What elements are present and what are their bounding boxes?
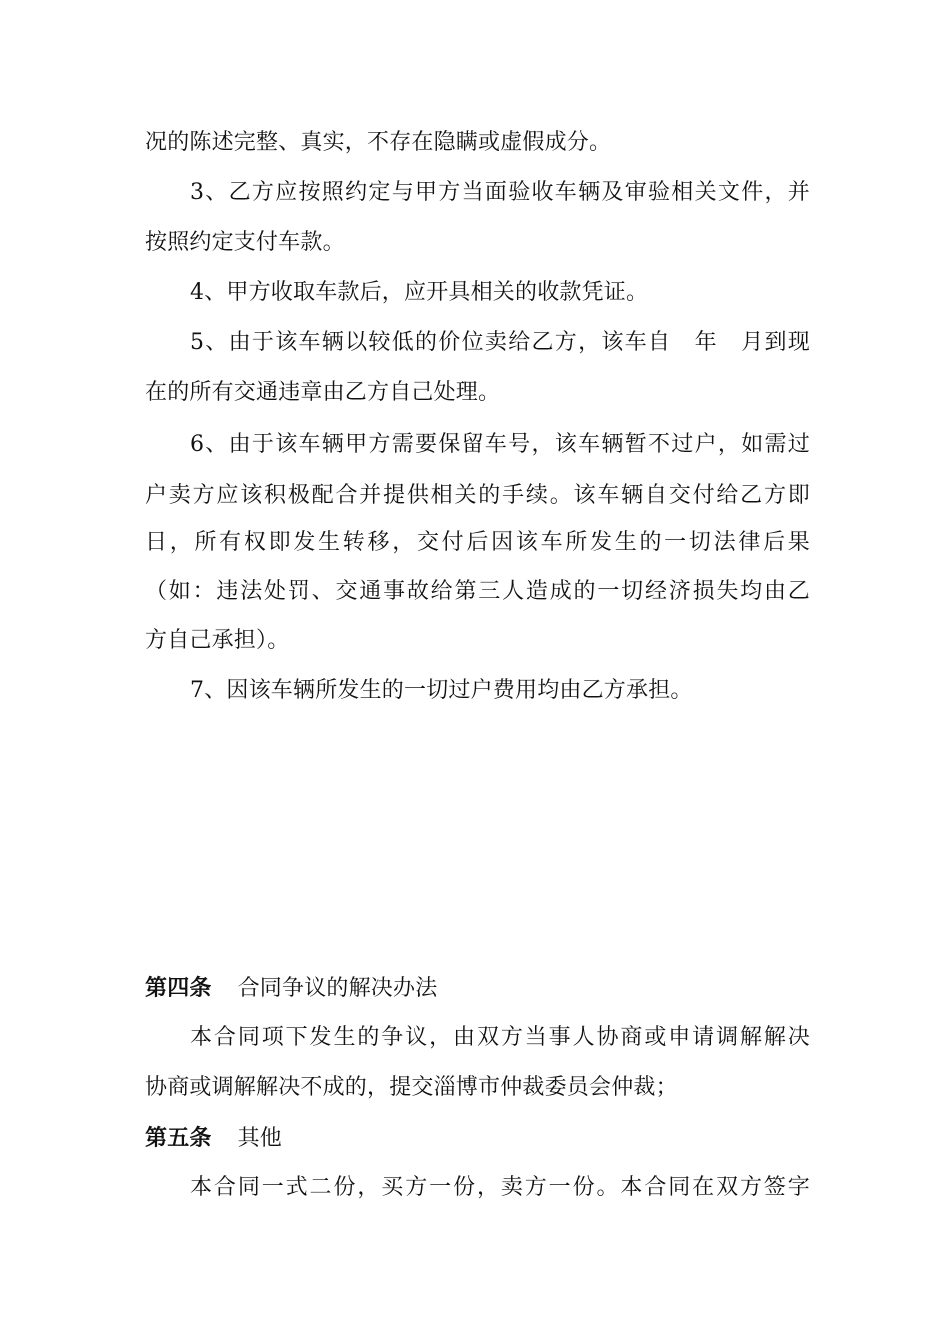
clause-6-line-4: （如：违法处罚、交通事故给第三人造成的一切经济损失均由乙 <box>145 579 810 604</box>
article-4-line-1: 本合同项下发生的争议，由双方当事人协商或申请调解解决 <box>190 1025 810 1050</box>
article-5-line-1: 本合同一式二份，买方一份，卖方一份。本合同在双方签字 <box>190 1175 810 1200</box>
paragraph-line: 况的陈述完整、真实，不存在隐瞒或虚假成分。 <box>145 130 612 155</box>
clause-3-line-2: 按照约定支付车款。 <box>145 230 345 255</box>
clause-3-line-1: 3、乙方应按照约定与甲方当面验收车辆及审验相关文件，并 <box>190 180 810 205</box>
clause-5-line-2: 在的所有交通违章由乙方自己处理。 <box>145 380 501 405</box>
clause-7-line-1: 7、因该车辆所发生的一切过户费用均由乙方承担。 <box>190 678 693 703</box>
clause-6-line-5: 方自己承担）。 <box>145 628 290 653</box>
clause-6-line-3: 日，所有权即发生转移，交付后因该车所发生的一切法律后果 <box>145 530 810 555</box>
article-5-heading <box>145 1123 810 1153</box>
clause-5-line-1: 5、由于该车辆以较低的价位卖给乙方，该车自 年 月到现 <box>190 330 810 355</box>
article-5-title: 其他 <box>237 1126 283 1151</box>
article-4-title: 合同争议的解决办法 <box>237 976 438 1001</box>
article-5-number: 第五条 <box>145 1125 212 1151</box>
clause-6-line-2: 户卖方应该积极配合并提供相关的手续。该车辆自交付给乙方即 <box>145 483 810 508</box>
clause-6-line-1: 6、由于该车辆甲方需要保留车号，该车辆暂不过户，如需过 <box>190 432 810 457</box>
article-4-line-2: 协商或调解解决不成的，提交淄博市仲裁委员会仲裁； <box>145 1075 678 1100</box>
article-4-number: 第四条 <box>145 975 212 1001</box>
clause-4-line-1: 4、甲方收取车款后，应开具相关的收款凭证。 <box>190 280 649 305</box>
article-4-heading <box>145 973 810 1003</box>
